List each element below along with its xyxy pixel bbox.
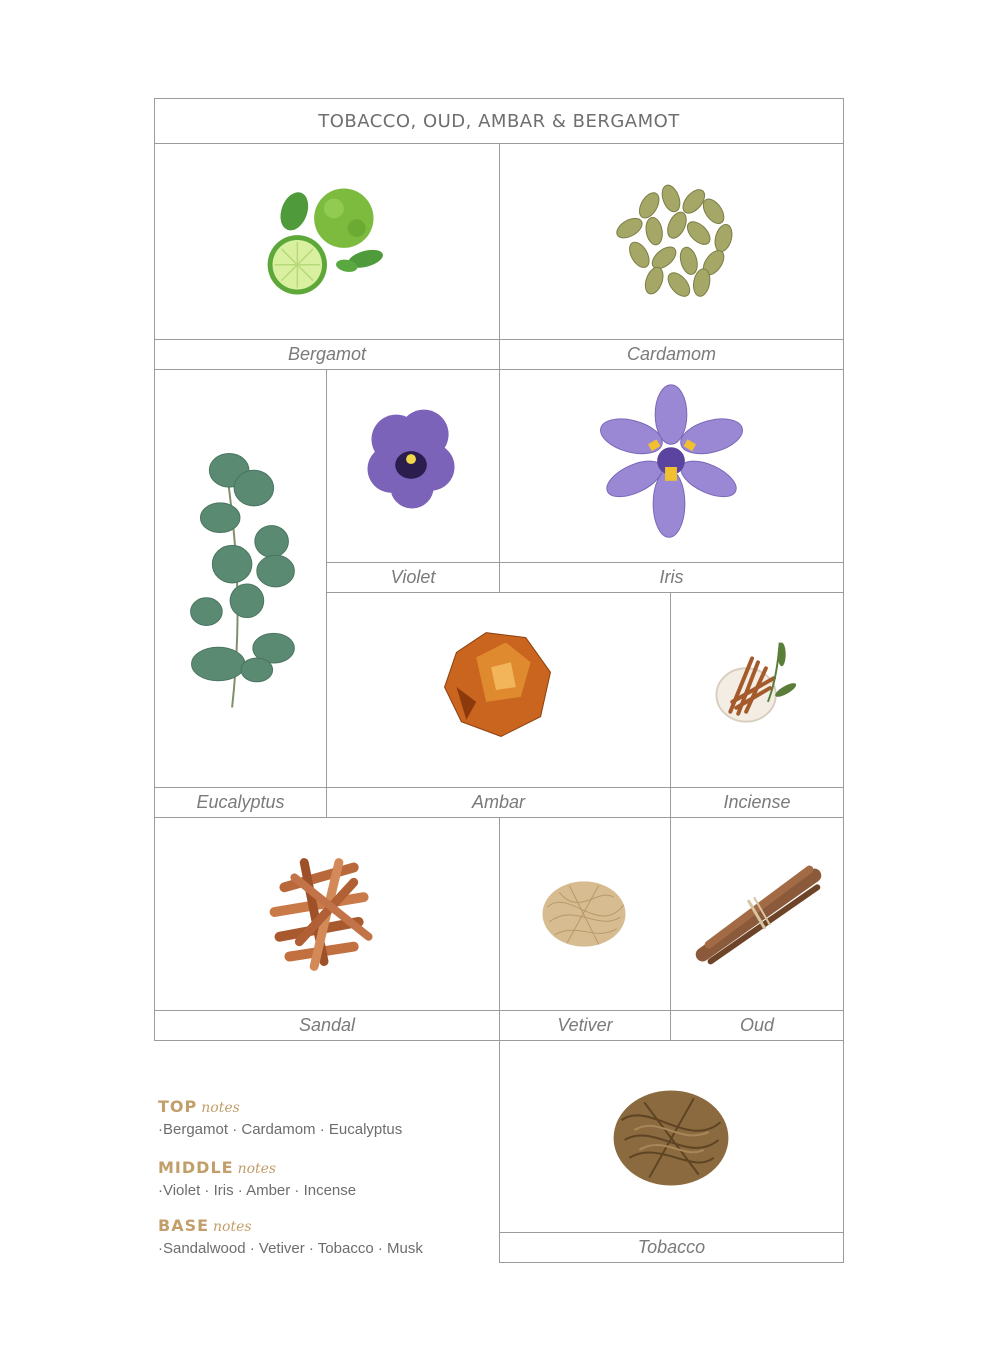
top-notes <box>158 1097 402 1138</box>
violet-image <box>326 369 500 563</box>
middle-notes-heading: MIDDLE <box>158 1158 234 1177</box>
oud-label: Oud <box>670 1010 844 1041</box>
eucalyptus-label: Eucalyptus <box>154 787 327 818</box>
inciense-image <box>670 592 844 788</box>
oud-image <box>670 817 844 1011</box>
middle-notes <box>158 1158 356 1199</box>
top-notes-sub: notes <box>201 1100 240 1116</box>
base-notes-heading: BASE <box>158 1216 210 1235</box>
sandal-label: Sandal <box>154 1010 500 1041</box>
sandal-image <box>154 817 500 1011</box>
ambar-image <box>326 592 671 788</box>
page-title: TOBACCO, OUD, AMBAR & BERGAMOT <box>154 98 844 144</box>
tobacco-image <box>499 1040 844 1233</box>
top-notes-heading: TOP <box>158 1097 198 1116</box>
cardamom-image <box>499 143 844 340</box>
eucalyptus-image <box>154 369 327 788</box>
cardamom-label: Cardamom <box>499 339 844 370</box>
tobacco-label: Tobacco <box>499 1232 844 1263</box>
middle-notes-sub: notes <box>237 1161 277 1177</box>
iris-image <box>499 369 844 563</box>
base-notes <box>158 1216 423 1257</box>
base-notes-sub: notes <box>213 1219 252 1235</box>
vetiver-image <box>499 817 671 1011</box>
violet-label: Violet <box>326 562 500 593</box>
bergamot-image <box>154 143 500 340</box>
base-notes-list: ·Sandalwood · Vetiver · Tobacco · Musk <box>158 1240 423 1257</box>
top-notes-list: ·Bergamot · Cardamom · Eucalyptus <box>158 1121 403 1138</box>
inciense-label: Inciense <box>670 787 844 818</box>
middle-notes-list: ·Violet · Iris · Amber · Incense <box>158 1182 357 1199</box>
ambar-label: Ambar <box>326 787 671 818</box>
bergamot-label: Bergamot <box>154 339 500 370</box>
vetiver-label: Vetiver <box>499 1010 671 1041</box>
iris-label: Iris <box>499 562 844 593</box>
